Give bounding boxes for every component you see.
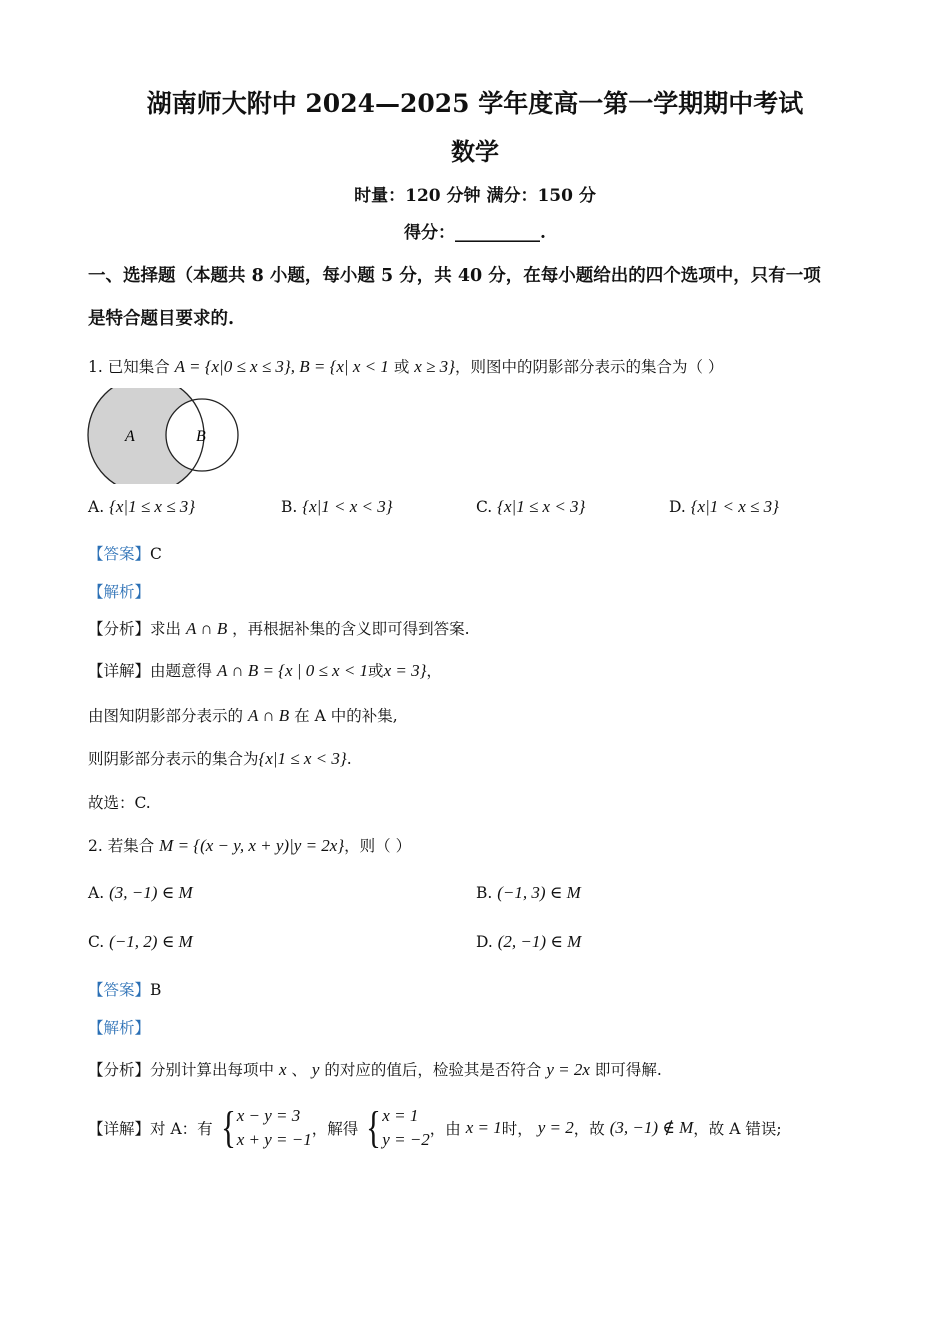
option-expr: (−1, 2) ∈ M: [109, 932, 193, 951]
option-letter: A.: [88, 884, 105, 902]
fenxi-tag: 【分析】: [88, 620, 151, 638]
option-expr: {x|1 ≤ x < 3}: [497, 497, 586, 516]
q2-answer: [88, 978, 161, 1000]
math: x = 1: [465, 1118, 502, 1137]
text: 、: [291, 1061, 307, 1079]
option-letter: B.: [281, 498, 298, 516]
option-expr: {x|1 ≤ x ≤ 3}: [109, 497, 196, 516]
math: y: [311, 1060, 320, 1079]
q2-number: 2. 若集合: [88, 837, 155, 855]
text: 时，: [501, 1120, 533, 1138]
text: 则阴影部分表示的集合为: [88, 750, 259, 768]
subject-title: 数学: [451, 137, 499, 166]
q2-option-b[interactable]: [476, 883, 581, 903]
text: 由题意得: [150, 662, 213, 680]
equation-system-2: { x = 1 y = −2: [366, 1103, 430, 1152]
answer-value: B: [150, 981, 162, 999]
q1-stem: [88, 355, 723, 377]
q1-conclusion: 故选：C.: [88, 794, 151, 812]
q2-fenxi: [88, 1058, 662, 1080]
text: ，: [426, 662, 442, 680]
text: ，解得: [311, 1120, 359, 1138]
text: 求出: [150, 620, 182, 638]
text: ，由: [429, 1120, 461, 1138]
q2-option-c[interactable]: [88, 932, 193, 952]
math: x = 3}: [383, 661, 427, 680]
system-row: y = −2: [382, 1130, 430, 1149]
q2-analysis-tag: 【解析】: [88, 1019, 151, 1037]
q1-option-a[interactable]: [88, 497, 195, 517]
q1-or: 或: [393, 358, 410, 376]
section-heading-line1: 一、选择题（本题共 8 小题，每小题 5 分，共 40 分，在每小题给出的四个选项中，只有一项: [88, 266, 821, 286]
q1-answer: [88, 542, 162, 564]
text: .: [346, 750, 352, 768]
q1-set-b2: x ≥ 3}: [414, 357, 455, 376]
q1-tail: ，则图中的阴影部分表示的集合为（ ）: [454, 358, 724, 376]
detail-tag: 【详解】: [88, 662, 151, 680]
q1-detail-line2: [88, 704, 398, 726]
q2-option-a[interactable]: [88, 883, 193, 903]
detail-tag: 【详解】: [88, 1120, 151, 1138]
q1-analysis-tag: 【解析】: [88, 583, 151, 601]
system-row: x − y = 3: [236, 1106, 301, 1125]
q1-option-d[interactable]: [669, 497, 779, 517]
venn-label-a: A: [125, 428, 135, 445]
text: ，故: [573, 1120, 605, 1138]
text: 的对应的值后，检验其是否符合: [324, 1061, 542, 1079]
option-letter: C.: [476, 498, 493, 516]
text: 在 A 中的补集,: [294, 707, 398, 725]
equation-system-1: { x − y = 3 x + y = −1: [220, 1103, 312, 1152]
option-letter: D.: [669, 498, 686, 516]
text: 对 A：有: [150, 1120, 213, 1138]
option-letter: A.: [88, 498, 105, 516]
answer-value: C: [150, 545, 162, 563]
math: A ∩ B = {x | 0 ≤ x < 1: [216, 661, 369, 680]
q2-stem: [88, 834, 411, 856]
q2-detail: [88, 1104, 782, 1152]
answer-tag: 【答案】: [88, 545, 151, 563]
text: 或: [368, 662, 384, 680]
q1-detail: [88, 659, 442, 681]
system-row: x + y = −1: [236, 1130, 312, 1149]
math: x: [278, 1060, 287, 1079]
page-title: 湖南师大附中 2024—2025 学年度高一第一学期期中考试: [146, 89, 804, 118]
math: y = 2: [537, 1118, 574, 1137]
math: {x|1 ≤ x < 3}: [258, 749, 347, 768]
q2-tail: ，则（ ）: [344, 837, 412, 855]
venn-diagram: [86, 388, 246, 484]
fenxi-tag: 【分析】: [88, 1061, 151, 1079]
option-letter: B.: [476, 884, 493, 902]
text: 由图知阴影部分表示的: [88, 707, 244, 725]
section-heading-line2: 是特合题目要求的.: [88, 309, 235, 329]
option-expr: (2, −1) ∈ M: [497, 932, 582, 951]
time-info: 时量：120 分钟 满分：150 分: [354, 186, 596, 206]
option-expr: {x|1 < x ≤ 3}: [690, 497, 779, 516]
system-row: x = 1: [382, 1106, 419, 1125]
math: (3, −1) ∉ M: [609, 1118, 694, 1137]
q1-set-a: A = {x|0 ≤ x ≤ 3}: [174, 357, 291, 376]
q1-set-b: , B = {x| x < 1: [290, 357, 389, 376]
q1-number: 1. 已知集合: [88, 358, 170, 376]
option-letter: C.: [88, 933, 105, 951]
text: 分别计算出每项中: [150, 1061, 275, 1079]
q1-detail-line3: [88, 747, 352, 769]
text: 即可得解.: [594, 1061, 662, 1079]
math: A ∩ B: [247, 706, 290, 725]
text: ，故 A 错误;: [693, 1120, 782, 1138]
option-letter: D.: [476, 933, 493, 951]
option-expr: (3, −1) ∈ M: [109, 883, 193, 902]
answer-tag: 【答案】: [88, 981, 151, 999]
text: ，再根据补集的含义即可得到答案.: [232, 620, 470, 638]
q1-option-b[interactable]: [281, 497, 393, 517]
score-field: 得分：__________.: [404, 223, 546, 243]
math: y = 2x: [546, 1060, 590, 1079]
option-expr: {x|1 < x < 3}: [302, 497, 393, 516]
q1-option-c[interactable]: [476, 497, 585, 517]
q2-option-d[interactable]: [476, 932, 581, 952]
venn-label-b: B: [196, 428, 206, 445]
q1-fenxi: [88, 617, 470, 639]
q2-set-expr: M = {(x − y, x + y)|y = 2x}: [159, 836, 345, 855]
math: A ∩ B: [185, 619, 228, 638]
option-expr: (−1, 3) ∈ M: [497, 883, 581, 902]
